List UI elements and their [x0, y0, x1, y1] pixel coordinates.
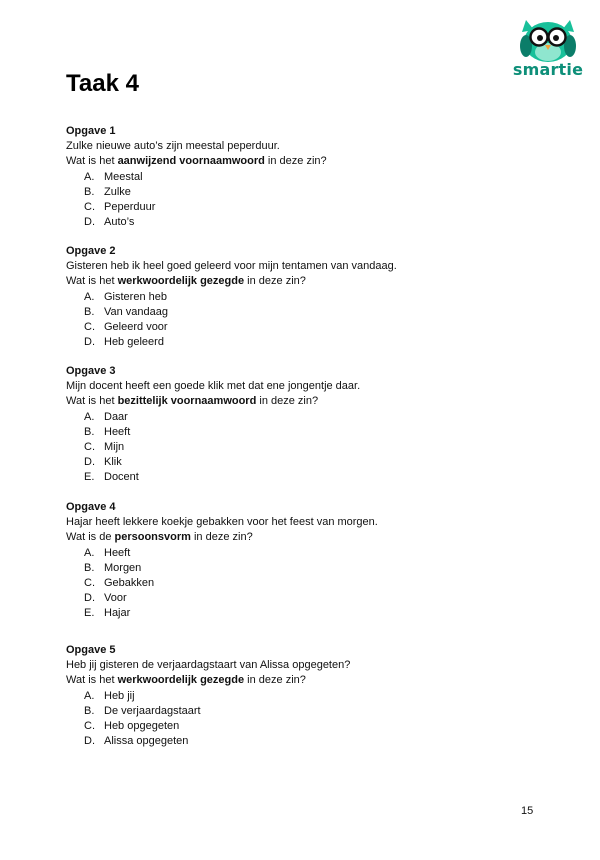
- option-text: Klik: [104, 456, 122, 469]
- option-letter: B.: [84, 185, 95, 198]
- option-letter: A.: [84, 410, 95, 423]
- question-sentence: Mijn docent heeft een goede klik met dat ene jongentje daar.: [66, 380, 361, 393]
- option-text: Peperduur: [104, 201, 156, 214]
- answer-option[interactable]: [84, 440, 536, 455]
- answer-options: [66, 410, 536, 486]
- option-text: Zulke: [104, 185, 131, 198]
- answer-option[interactable]: [84, 425, 536, 440]
- question-1: [66, 124, 536, 230]
- option-text: Auto’s: [104, 216, 135, 229]
- question-prompt: [66, 274, 536, 289]
- option-text: Daar: [104, 410, 128, 423]
- question-3: [66, 364, 536, 486]
- answer-option[interactable]: [84, 215, 536, 230]
- question-sentence: Gisteren heb ik heel goed geleerd voor mijn tentamen van vandaag.: [66, 260, 397, 273]
- question-label: Opgave 1: [66, 125, 116, 137]
- option-text: Heb opgegeten: [104, 720, 180, 733]
- option-letter: C.: [84, 720, 95, 733]
- option-text: Mijn: [104, 441, 125, 454]
- answer-option[interactable]: [84, 170, 536, 185]
- option-text: Hajar: [104, 607, 131, 620]
- answer-option[interactable]: [84, 576, 536, 591]
- prompt-text: in deze zin?: [190, 531, 253, 544]
- answer-options: [66, 290, 536, 351]
- option-text: Heeft: [104, 425, 131, 438]
- option-text: De verjaardagstaart: [104, 704, 201, 717]
- prompt-text: in deze zin?: [256, 395, 319, 408]
- prompt-text: Wat is het: [66, 275, 118, 288]
- question-5: [66, 643, 536, 749]
- answer-option[interactable]: [84, 689, 536, 704]
- question-sentence: Zulke nieuwe auto’s zijn meestal peperduur.: [66, 140, 280, 153]
- prompt-keyword: bezittelijk voornaamwoord: [117, 395, 257, 408]
- option-letter: C.: [84, 577, 95, 590]
- page-title: Taak 4: [66, 70, 139, 97]
- question-prompt: [66, 154, 536, 169]
- option-letter: C.: [84, 201, 95, 214]
- answer-option[interactable]: [84, 320, 536, 335]
- answer-option[interactable]: [84, 734, 536, 749]
- question-label: Opgave 4: [66, 501, 116, 513]
- option-text: Heb geleerd: [104, 336, 164, 349]
- answer-options: [66, 546, 536, 622]
- option-text: Van vandaag: [104, 305, 169, 318]
- prompt-keyword: werkwoordelijk gezegde: [117, 674, 245, 687]
- prompt-keyword: werkwoordelijk gezegde: [117, 275, 245, 288]
- option-text: Heeft: [104, 546, 131, 559]
- answer-option[interactable]: [84, 410, 536, 425]
- option-text: Heb jij: [104, 689, 135, 702]
- answer-options: [66, 170, 536, 231]
- option-letter: A.: [84, 689, 95, 702]
- answer-options: [66, 689, 536, 750]
- prompt-text: in deze zin?: [264, 155, 327, 168]
- prompt-keyword: persoonsvorm: [114, 531, 191, 544]
- option-text: Gebakken: [104, 577, 155, 590]
- option-letter: B.: [84, 305, 95, 318]
- brand-name: smartie: [512, 60, 584, 79]
- question-prompt: [66, 394, 536, 409]
- question-sentence: Hajar heeft lekkere koekje gebakken voor het feest van morgen.: [66, 516, 378, 529]
- question-label: Opgave 5: [66, 644, 116, 656]
- option-letter: D.: [84, 592, 95, 605]
- option-text: Voor: [104, 592, 127, 605]
- answer-option[interactable]: [84, 470, 536, 485]
- option-letter: E.: [84, 607, 95, 620]
- prompt-keyword: aanwijzend voornaamwoord: [117, 155, 265, 168]
- question-2: [66, 244, 536, 350]
- question-label: Opgave 2: [66, 245, 116, 257]
- option-letter: B.: [84, 561, 95, 574]
- answer-option[interactable]: [84, 606, 536, 621]
- question-label: Opgave 3: [66, 365, 116, 377]
- option-letter: A.: [84, 290, 95, 303]
- answer-option[interactable]: [84, 546, 536, 561]
- question-prompt: [66, 673, 536, 688]
- option-letter: D.: [84, 456, 95, 469]
- option-text: Geleerd voor: [104, 321, 168, 334]
- answer-option[interactable]: [84, 305, 536, 320]
- answer-option[interactable]: [84, 719, 536, 734]
- option-letter: D.: [84, 735, 95, 748]
- prompt-text: in deze zin?: [244, 674, 306, 687]
- answer-option[interactable]: [84, 335, 536, 350]
- option-text: Morgen: [104, 561, 142, 574]
- option-letter: C.: [84, 321, 95, 334]
- page-number: 15: [521, 805, 534, 817]
- answer-option[interactable]: [84, 200, 536, 215]
- prompt-text: Wat is het: [66, 674, 118, 687]
- question-4: [66, 500, 536, 622]
- question-sentence: Heb jij gisteren de verjaardagstaart van Alissa opgegeten?: [66, 659, 351, 672]
- question-prompt: [66, 530, 536, 545]
- answer-option[interactable]: [84, 591, 536, 606]
- option-letter: B.: [84, 425, 95, 438]
- prompt-text: in deze zin?: [244, 275, 306, 288]
- option-letter: C.: [84, 441, 95, 454]
- option-letter: A.: [84, 546, 95, 559]
- answer-option[interactable]: [84, 185, 536, 200]
- prompt-text: Wat is de: [66, 531, 115, 544]
- answer-option[interactable]: [84, 561, 536, 576]
- prompt-text: Wat is het: [66, 155, 118, 168]
- answer-option[interactable]: [84, 455, 536, 470]
- option-letter: A.: [84, 170, 95, 183]
- option-letter: D.: [84, 336, 95, 349]
- option-letter: D.: [84, 216, 95, 229]
- answer-option[interactable]: [84, 290, 536, 305]
- option-text: Docent: [104, 471, 139, 484]
- option-text: Meestal: [104, 170, 143, 183]
- option-text: Gisteren heb: [104, 290, 167, 303]
- prompt-text: Wat is het: [66, 395, 118, 408]
- option-letter: E.: [84, 471, 95, 484]
- option-letter: B.: [84, 704, 95, 717]
- answer-option[interactable]: [84, 704, 536, 719]
- option-text: Alissa opgegeten: [104, 735, 189, 748]
